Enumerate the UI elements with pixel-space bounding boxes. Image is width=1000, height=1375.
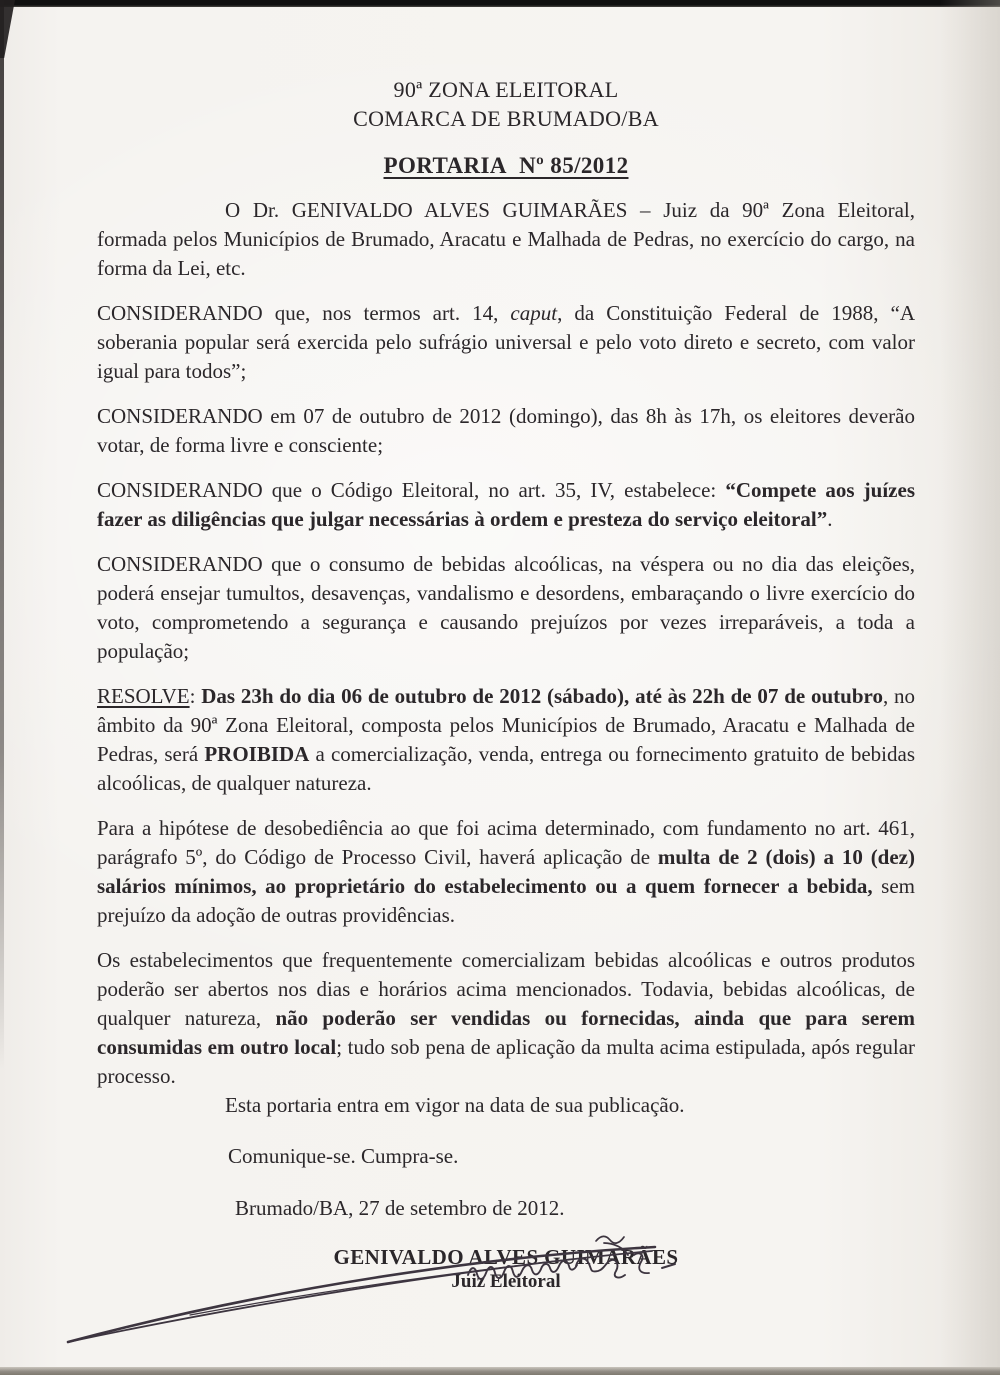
paragraph-considerando-3: CONSIDERANDO que o Código Eleitoral, no art. 35, IV, estabelece: “Compete aos juízes fazer as diligências que julgar necessárias à ordem e presteza do serviço eleitoral”. [97,478,915,531]
signature-block [97,1245,915,1294]
paragraph-considerando-1: CONSIDERANDO que, nos termos art. 14, caput, da Constituição Federal de 1988, “A soberania popular será exercida pelo sufrágio universal e pelo voto direto e secreto, com valor igual para todos”; [97,301,915,383]
paragraph-preamble: O Dr. GENIVALDO ALVES GUIMARÃES – Juiz da 90ª Zona Eleitoral, formada pelos Municípios de Brumado, Aracatu e Malhada de Pedras, no exercício do cargo, na forma da Lei, etc. [97,198,915,280]
document-header [97,75,915,133]
paragraph-establishments: Os estabelecimentos que frequentemente comercializam bebidas alcoólicas e outros produtos poderão ser abertos nos dias e horários acima mencionados. Todavia, bebidas alcoólicas, de qualquer natureza, não poderão ser vendidas ou fornecidas, ainda que para serem consumidas em outro local; tudo sob pena de aplicação da multa acima estipulada, após regular processo. [97,948,916,1088]
paragraph-considerando-2: CONSIDERANDO em 07 de outubro de 2012 (domingo), das 8h às 17h, os eleitores deverão votar, de forma livre e consciente; [97,404,915,457]
paragraph-considerando-4: CONSIDERANDO que o consumo de bebidas alcoólicas, na véspera ou no dia das eleições, poderá ensejar tumultos, desavenças, vandalismo e desordens, embaraçando o livre exercício do voto, comprometendo a segurança e causando prejuízos por vezes irreparáveis, a toda a população; [97,552,915,663]
paragraph-resolve: RESOLVE: Das 23h do dia 06 de outubro de 2012 (sábado), até às 22h de 07 de outubro, no âmbito da 90ª Zona Eleitoral, composta pelos Municípios de Brumado, Aracatu e Malhada de Pedras, será PROIBIDA a comercialização, venda, entrega ou fornecimento gratuito de bebidas alcoólicas, de qualquer natureza. [97,684,916,795]
header-comarca-line: COMARCA DE BRUMADO/BA [353,106,659,131]
signature-role: Juiz Eleitoral [451,1271,561,1292]
paragraph-penalty: Para a hipótese de desobediência ao que foi acima determinado, com fundamento no art. 461, parágrafo 5º, do Código de Processo Civil, haverá aplicação de multa de 2 (dois) a 10 (dez) salários mínimos, ao proprietário do estabelecimento ou a quem fornecer a bebida, sem prejuízo da adoção de outras providências. [97,816,916,927]
comunique-line: Comunique-se. Cumpra-se. [228,1144,459,1168]
document-title: PORTARIA Nº 85/2012 [383,153,629,178]
scan-shadow-right [940,0,1000,1375]
header-zone-line: 90ª ZONA ELEITORAL [393,77,619,102]
effective-date-line: Esta portaria entra em vigor na data de sua publicação. [225,1093,685,1117]
document-body [97,0,915,1294]
scan-edge-bottom [0,1367,1000,1375]
place-date-line: Brumado/BA, 27 de setembro de 2012. [235,1196,565,1220]
signature-name: GENIVALDO ALVES GUIMARÃES [333,1245,679,1269]
scan-edge-left [0,0,4,1070]
scan-edge-corner-mark [0,0,15,58]
